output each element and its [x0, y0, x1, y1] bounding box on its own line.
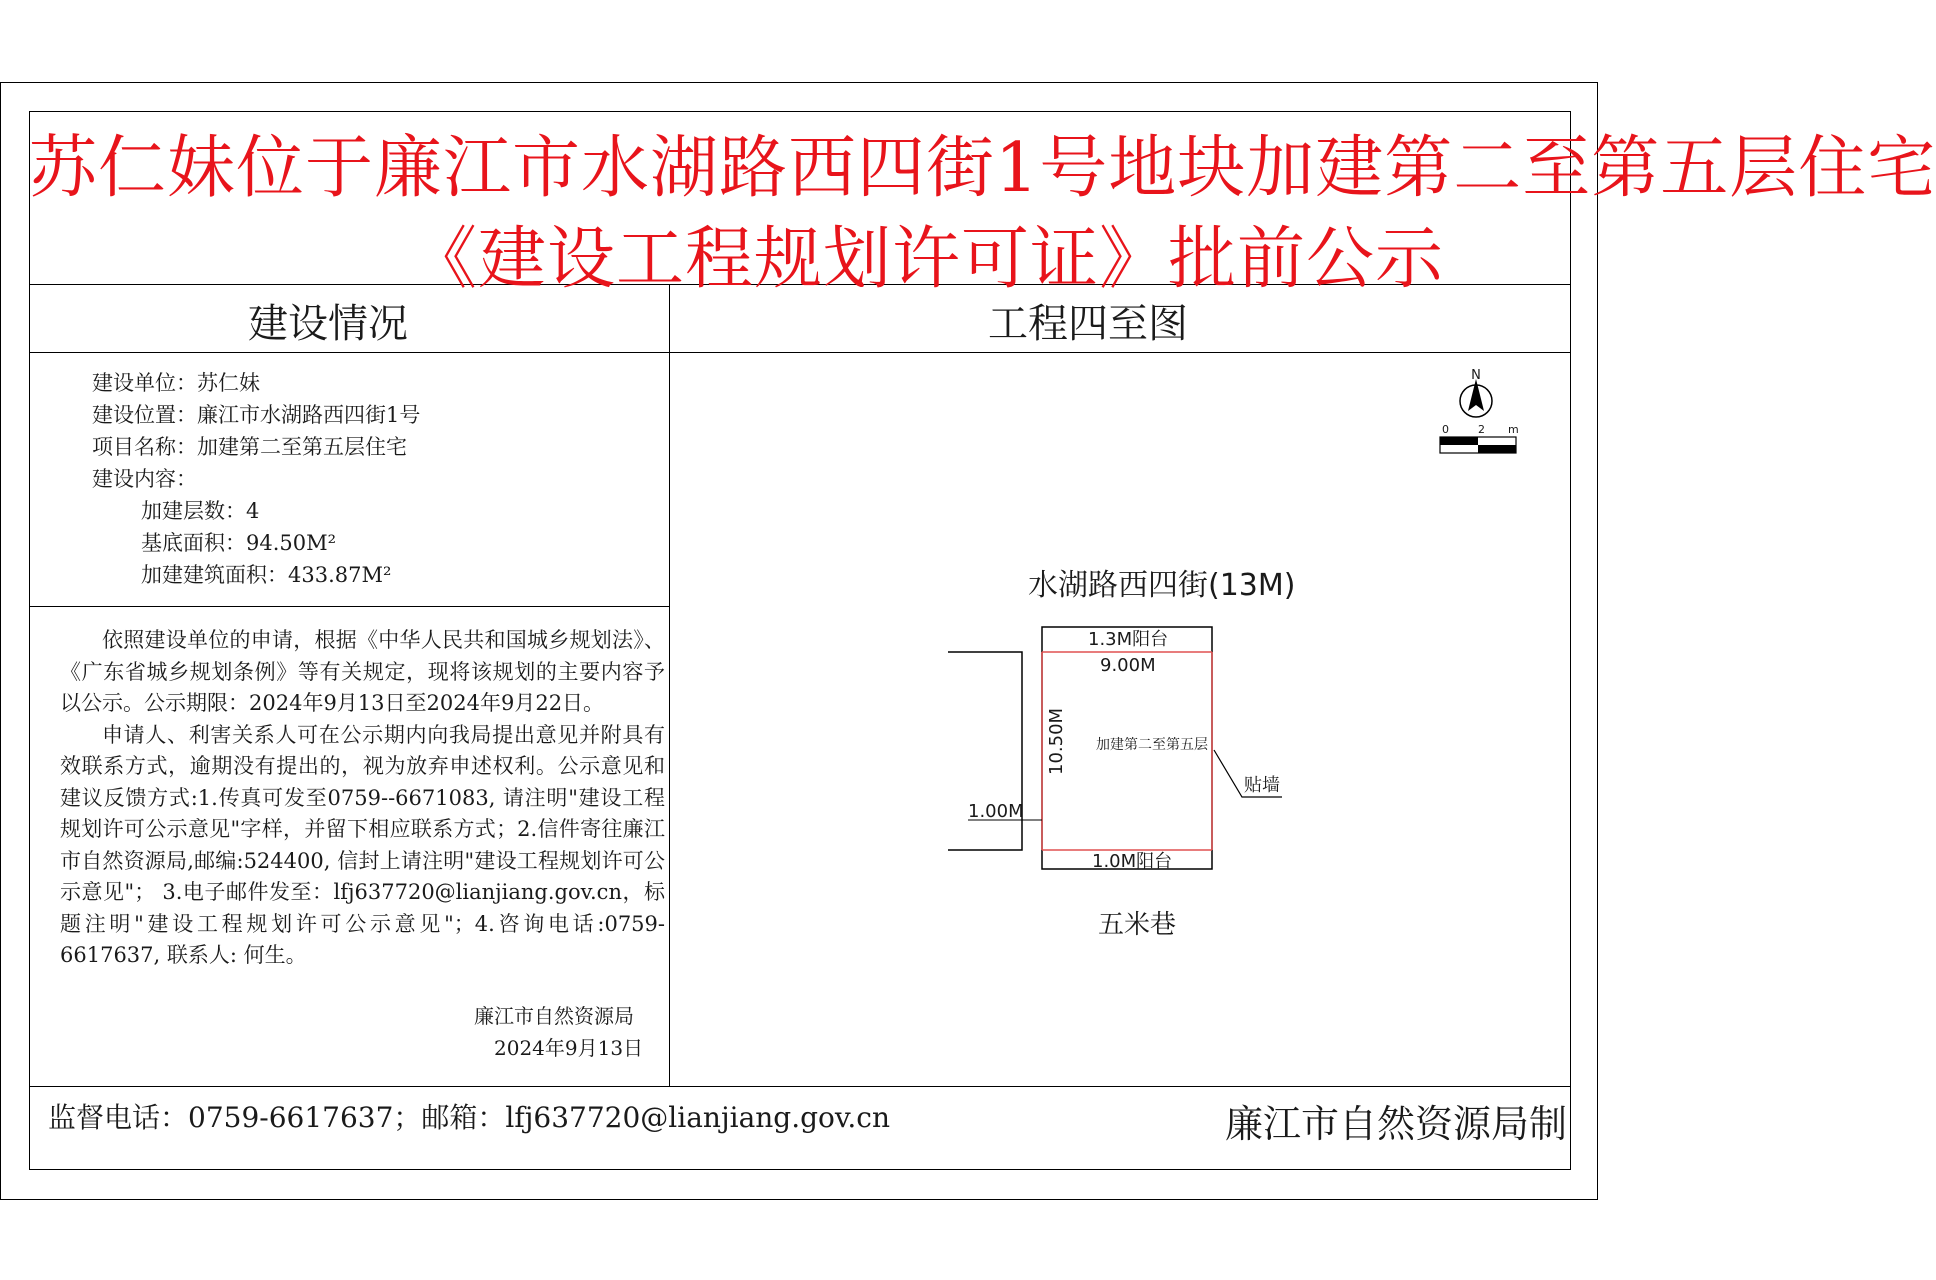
- info-base-area: 基底面积：94.50M²: [141, 531, 337, 555]
- east-side-label: 贴墙: [1244, 775, 1280, 796]
- scale-label-0: 0: [1442, 423, 1449, 436]
- road-north-label: 水湖路西四街(13M): [1028, 568, 1296, 603]
- info-project: 项目名称：加建第二至第五层住宅: [92, 435, 407, 459]
- depth-label: 10.50M: [1046, 707, 1067, 775]
- info-location: 建设位置：廉江市水湖路西四街1号: [92, 403, 421, 427]
- site-plan-diagram: [670, 355, 1570, 1085]
- scale-label-2: 2: [1478, 423, 1485, 436]
- notice-paragraph-2: 申请人、利害关系人可在公示期内向我局提出意见并附具有效联系方式，逾期没有提出的，视为放弃申述权利。公示意见和建议反馈方式:1.传真可发至0759--6671083, 请注明"建设工程规划许可公示意见"字样，并留下相应联系方式；2.信件寄往廉江市自然资源局,邮编:524400, 信封上请注明"建设工程规划许可公示意见"； 3.电子邮件发至：lfj637720@lianjiang.gov.cn，标题注明"建设工程规划许可公示意见"；4.咨询电话:0759-6617637, 联系人: 何生。: [60, 722, 665, 967]
- width-label: 9.00M: [1100, 655, 1156, 676]
- notice-body: [60, 625, 665, 972]
- north-arrow-icon: [1460, 368, 1492, 417]
- signature-date: 2024年9月13日: [494, 1036, 644, 1060]
- bottom-setback-label: 1.0M阳台: [1092, 851, 1173, 872]
- divider-info: [29, 606, 669, 607]
- page-title-line2: 《建设工程规划许可证》批前公示: [409, 220, 1445, 299]
- building-label: 加建第二至第五层: [1096, 737, 1208, 753]
- footer-maker: 廉江市自然资源局制: [1225, 1102, 1568, 1146]
- left-section-header: 建设情况: [248, 301, 408, 347]
- info-floors: 加建层数：4: [141, 499, 260, 523]
- footer-contact: 监督电话：0759-6617637；邮箱：lfj637720@lianjiang.gov.cn: [48, 1101, 891, 1134]
- west-gap-label: 1.00M: [968, 801, 1024, 822]
- divider-headers: [29, 352, 1571, 353]
- top-setback-label: 1.3M阳台: [1088, 629, 1169, 650]
- notice-paragraph-1: 依照建设单位的申请，根据《中华人民共和国城乡规划法》、《广东省城乡规划条例》等有关规定，现将该规划的主要内容予以公示。公示期限：2024年9月13日至2024年9月22日。: [60, 628, 665, 715]
- info-content: 建设内容：: [92, 467, 197, 491]
- page-title-line1: 苏仁妹位于廉江市水湖路西四街1号地块加建第二至第五层住宅: [29, 129, 1936, 208]
- scale-bar: [1440, 423, 1519, 453]
- road-south-label: 五米巷: [1098, 910, 1177, 940]
- signature-org: 廉江市自然资源局: [474, 1004, 634, 1028]
- info-build-area: 加建建筑面积：433.87M²: [141, 563, 392, 587]
- north-label: N: [1471, 368, 1481, 383]
- right-section-header: 工程四至图: [988, 301, 1188, 347]
- divider-footer: [29, 1086, 1571, 1087]
- info-unit: 建设单位：苏仁妹: [92, 371, 260, 395]
- scale-label-m: m: [1508, 423, 1519, 436]
